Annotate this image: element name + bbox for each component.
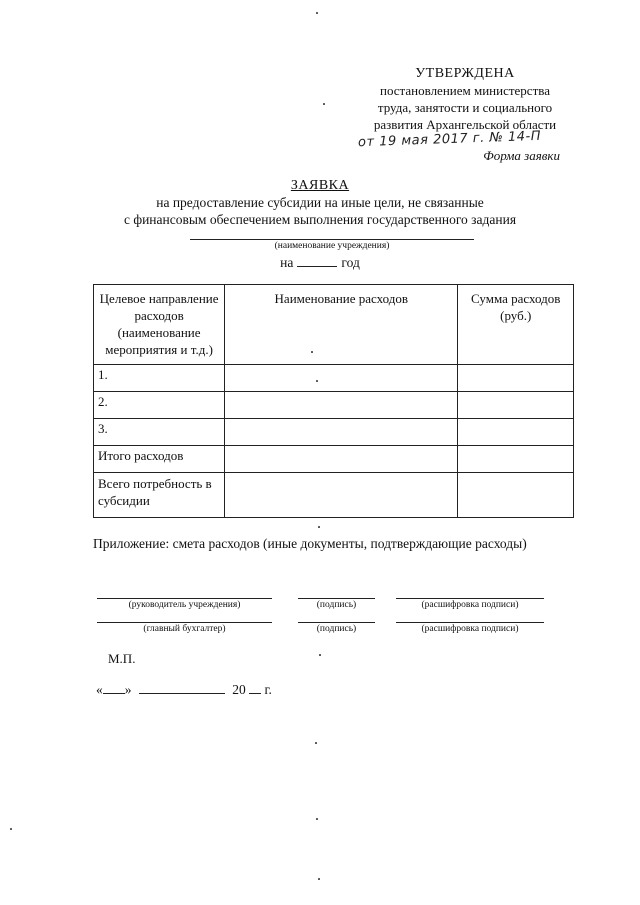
subtitle-line-2: с финансовым обеспечением выполнения государственного задания — [123, 212, 517, 227]
approval-line-2: труда, занятости и социального — [377, 100, 553, 115]
date-close-quote: » — [124, 682, 132, 697]
org-name-line — [190, 239, 474, 240]
head-signature-line — [97, 598, 272, 599]
approval-title: УТВЕРЖДЕНА — [415, 66, 515, 81]
day-blank — [103, 681, 125, 694]
date-row — [96, 681, 272, 698]
need-sum-cell — [458, 473, 574, 518]
year-prefix: на — [280, 255, 294, 270]
table-row — [94, 365, 574, 392]
appendix-note: Приложение: смета расходов (иные документы, подтверждающие расходы) — [93, 536, 527, 551]
date-year-blank — [249, 681, 261, 694]
header-expense-sum: Сумма расходов (руб.) — [458, 285, 574, 365]
total-name-cell — [225, 446, 458, 473]
year-row — [0, 254, 640, 271]
need-name-cell — [225, 473, 458, 518]
handwritten-date-number: от 19 мая 2017 г. № 14-П — [357, 128, 542, 151]
accountant-decode-caption: (расшифровка подписи) — [421, 624, 519, 634]
document-subtitle — [0, 194, 640, 228]
total-sum-cell — [458, 446, 574, 473]
scan-speck — [311, 351, 313, 353]
expense-name-cell — [225, 365, 458, 392]
scan-speck — [315, 742, 317, 744]
scan-speck — [318, 526, 320, 528]
date-open-quote: « — [96, 682, 103, 697]
scan-speck — [316, 380, 318, 382]
expense-name-cell — [225, 392, 458, 419]
header-expense-name: Наименование расходов — [225, 285, 458, 365]
head-decode-line — [396, 598, 544, 599]
org-name-caption: (наименование учреждения) — [274, 241, 390, 251]
head-decode-caption: (расшифровка подписи) — [421, 600, 519, 610]
subtitle-line-1: на предоставление субсидии на иные цели, не связанные — [156, 195, 484, 210]
accountant-sign-line — [298, 622, 375, 623]
scan-speck — [316, 12, 318, 14]
year-prefix-20: 20 — [232, 682, 246, 697]
head-caption: (руководитель учреждения) — [128, 600, 241, 610]
scan-speck — [318, 878, 320, 880]
row-number: 1. — [94, 365, 225, 392]
table-row — [94, 392, 574, 419]
accountant-sign-caption: (подпись) — [316, 624, 357, 634]
accountant-caption: (главный бухгалтер) — [143, 624, 226, 634]
approval-line-3: развития Архангельской области — [373, 117, 557, 132]
head-sign-caption: (подпись) — [316, 600, 357, 610]
scan-speck — [10, 828, 12, 830]
scan-speck — [323, 103, 325, 105]
document-title: ЗАЯВКА — [290, 178, 350, 193]
expense-sum-cell — [458, 392, 574, 419]
expense-table — [93, 284, 574, 518]
expense-name-cell — [225, 419, 458, 446]
expense-sum-cell — [458, 365, 574, 392]
row-number: 2. — [94, 392, 225, 419]
approval-block — [330, 66, 600, 133]
accountant-decode-line — [396, 622, 544, 623]
accountant-signature-line — [97, 622, 272, 623]
form-label: Форма заявки — [483, 148, 560, 163]
total-row — [94, 446, 574, 473]
head-sign-line — [298, 598, 375, 599]
approval-line-1: постановлением министерства — [379, 83, 550, 98]
scan-speck — [319, 654, 321, 656]
need-label: Всего потребность в субсидии — [94, 473, 225, 518]
header-target-direction: Целевое направление расходов (наименование мероприятия и т.д.) — [94, 285, 225, 365]
scan-speck — [316, 818, 318, 820]
total-label: Итого расходов — [94, 446, 225, 473]
need-row — [94, 473, 574, 518]
year-suffix-g: г. — [264, 682, 272, 697]
month-blank — [139, 681, 225, 694]
expense-sum-cell — [458, 419, 574, 446]
year-blank — [297, 254, 337, 267]
table-row — [94, 419, 574, 446]
stamp-place: М.П. — [108, 651, 136, 666]
table-header-row — [94, 285, 574, 365]
row-number: 3. — [94, 419, 225, 446]
year-suffix: год — [341, 255, 360, 270]
